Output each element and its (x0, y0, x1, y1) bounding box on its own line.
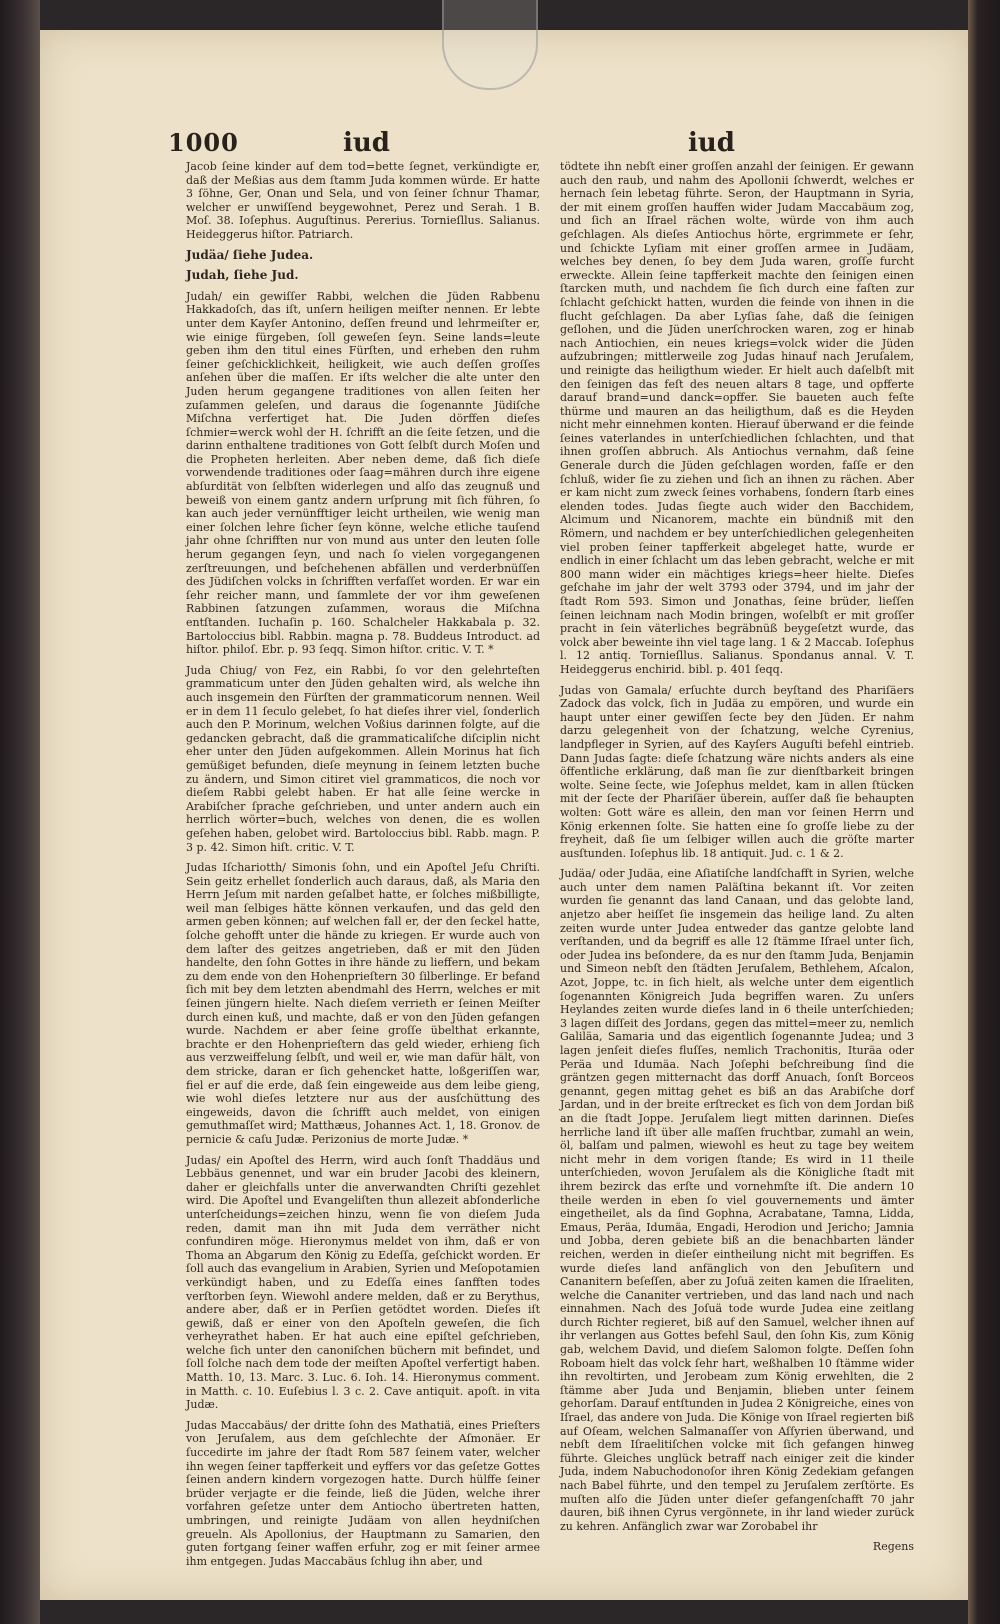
next-page-edge (968, 0, 1000, 1624)
book-spine (0, 0, 40, 1624)
entry-judas-ischarioth: Judas Iſchariotth/ Simonis ſohn, und ein Apoſtel Jeſu Chriſti. Sein geitz erhellet ſonderlich auch daraus, daß, als Maria den Herrn Jeſum mit narden geſalbet hatte, er ſolches mißbilligte, weil man ſelbiges hätte können verkaufen, und das geld den armen geben können; auf welchen fall er, der den ſeckel hatte, ſolche gehofft unter die hände zu kriegen. Er wurde auch von dem laſter des geitzes angetrieben, daß er mit den Jüden handelte, den ſohn Gottes in ihre hände zu lieffern, und bekam zu dem ende von den Hohenprieſtern 30 ſilberlinge. Er befand ſich mit bey dem letzten abendmahl des Herrn, welches er mit ſeinen jüngern hielte. Nach dieſem verrieth er ſeinen Meiſter durch einen kuß, und machte, daß er von den Jüden gefangen wurde. Nachdem er aber ſeine groſſe übelthat erkannte, brachte er den Hohenprieſtern das geld wieder, erhieng ſich aus verzweiffelung ſelbſt, und weil er, wie man dafür hält, von dem stricke, daran er ſich gehencket hatte, loßgeriſſen war, fiel er auf die erde, daß ſein eingeweide aus dem leibe gieng, wie wohl dieſes letztere nur aus der ausſchüttung des eingeweids, davon die ſchrifft auch meldet, von einigen gemuthmaſſet wird; Matthæus, Johannes Act. 1, 18. Gronov. de pernicie & caſu Judæ. Perizonius de morte Judæ. * (186, 861, 540, 1146)
page-header (168, 128, 904, 160)
page-clip (442, 0, 538, 90)
entry-judah-ref: Judah, ſiehe Jud. (186, 268, 299, 283)
entry-judah-rabbi: Judah/ ein gewiſſer Rabbi, welchen die Jüden Rabbenu Hakkadoſch, das iſt, unſern heiligen meiſter nennen. Er lebte unter dem Kayſer Antonino, deſſen freund und lehrmeiſter er, wie einige fürgeben, ſoll geweſen ſeyn. Seine lands=leute geben ihm den titul eines Fürſten, und erheben den ruhm ſeiner geſchicklichkeit, heiligkeit, wie auch deſſen groſſes anſehen über die maſſen. Er iſts welcher die alte unter den Juden herum gegangene traditiones von allen ſeiten her zuſammen geleſen, und daraus die ſogenannte Jüdiſche Miſchna verfertiget hat. Die Juden dörffen dieſes ſchmier=werck wohl der H. ſchrifft an die ſeite ſetzen, und die darinn enthaltene traditiones von Gott ſelbſt durch Moſen und die Propheten herleiten. Aber neben deme, daß ſich dieſe vorwendende traditiones oder ſaag=mähren durch ihre eigene abſurdität von ſelbſten widerlegen und alſo das zeugnuß und beweiß von einem gantz andern urſprung mit ſich führen, ſo kan auch jeder vernünfftiger leicht urtheilen, wie wenig man einer ſolchen lehre ſicher ſeyn könne, welche etliche tauſend jahr ohne ſchrifften nur von mund aus unter den leuten ſolle herum gegangen ſeyn, und nach ſo vielen vorgegangenen zerſtreuungen, und beſchehenen abfällen und verderbnüſſen des Jüdiſchen volcks in ſchrifften verfaſſet worden. Er war ein ſehr reicher mann, und ſammlete der vor ihm geweſenen Rabbinen ſatzungen zuſammen, woraus die Miſchna entſtanden. Iuchaſin p. 160. Schalcheler Hakkabala p. 32. Bartoloccius bibl. Rabbin. magna p. 78. Buddeus Introduct. ad hiſtor. philoſ. Ebr. p. 93 ſeqq. Simon hiſtor. critic. V. T. * (186, 289, 540, 657)
page-number: 1000 (168, 128, 239, 157)
entry-judas-apostle: Judas/ ein Apoſtel des Herrn, wird auch ſonſt Thaddäus und Lebbäus genennet, und war ein bruder Jacobi des kleinern, daher er gleichfalls unter die anverwandten Chriſti gezehlet wird. Die Apoſtel und Evangeliſten thun allezeit abſonderliche unterſcheidungs=zeichen hinzu, wenn ſie von dieſem Juda reden, damit man ihn mit Juda dem verräther nicht confundiren möge. Hieronymus meldet von ihm, daß er von Thoma an Abgarum den König zu Edeſſa, geſchickt worden. Er ſoll auch das evangelium in Arabien, Syrien und Meſopotamien verkündigt haben, und zu Edeſſa eines ſanfften todes verſtorben ſeyn. Wiewohl andere melden, daß er zu Berythus, andere aber, daß er in Perſien getödtet worden. Dieſes iſt gewiß, daß er einer von den Apoſteln geweſen, die ſich verheyrathet haben. Er hat auch eine epiſtel geſchrieben, welche ſich unter den canoniſchen büchern mit befindet, und ſoll ſolche nach dem tode der meiſten Apoſtel verfertigt haben. Matth. 10, 13. Marc. 3. Luc. 6. Ioh. 14. Hieronymus comment. in Matth. c. 10. Euſebius l. 3 c. 2. Cave antiquit. apoſt. in vita Judæ. (186, 1153, 540, 1412)
entry-judaea-land: Judäa/ oder Judäa, eine Aſiatiſche landſchafft in Syrien, welche auch unter dem namen Paläſtina bekannt iſt. Vor zeiten wurden ſie genannt das land Canaan, und das gelobte land, anjetzo aber heiſſet ſie insgemein das heilige land. Zu alten zeiten wurde unter Judea entweder das gantze gelobte land verſtanden, und da begriff es alle 12 ſtämme Iſrael unter ſich, oder Judea ins beſondere, da es nur den ſtamm Juda, Benjamin und Simeon nebſt den ſtädten Jeruſalem, Bethlehem, Aſcalon, Azot, Joppe, tc. in ſich hielt, als welche unter dem eigentlich ſogenannten Königreich Juda begriffen waren. Zu unſers Heylandes zeiten wurde dieſes land in 6 theile unterſchieden; 3 lagen diſſeit des Jordans, gegen das mittel=meer zu, nemlich Galiläa, Samaria und das eigentlich ſogenannte Judea; und 3 lagen jenſeit dieſes fluſſes, nemlich Trachonitis, Ituräa oder Peräa und Idumäa. Nach Joſephi beſchreibung ſind die gräntzen gegen mitternacht das dorff Anuach, ſonſt Borceos genannt, gegen mittag gehet es biß an das Arabiſche dorf Jardan, und in der breite erſtrecket es ſich von dem Jordan biß an die ſtadt Joppe. Jeruſalem liegt mitten darinnen. Dieſes herrliche land iſt über alle maſſen fruchtbar, zumahl an wein, öl, balſam und palmen, wiewohl es heut zu tage bey weitem nicht mehr in dem vorigen ſtande; Es wird in 11 theile unterſchieden, wovon Jeruſalem als die Königliche ſtadt mit ihrem bezirck das erſte und vornehmſte iſt. Die andern 10 theile werden in eben ſo viel gouvernements und ämter eingetheilet, als da ſind Gophna, Acrabatane, Tamna, Lidda, Emaus, Peräa, Idumäa, Engadi, Herodion und Jericho; Jamnia und Jobba, deren gebiete biß an die benachbarten länder reichen, werden in dieſer eintheilung nicht mit begriffen. Es wurde dieſes land anfänglich von den Jebuſitern und Cananitern beſeſſen, aber zu Joſuä zeiten kamen die Iſraeliten, welche die Cananiter vertrieben, und das land nach und nach einnahmen. Nach des Joſuä tode wurde Judea eine zeitlang durch Richter regieret, biß auf den Samuel, welcher ihnen auf ihr verlangen aus Gottes befehl Saul, den ſohn Kis, zum König gab, welchem David, und dieſem Salomon folgte. Deſſen ſohn Roboam hielt das volck ſehr hart, weßhalben 10 ſtämme wider ihn revoltirten, und Jerobeam zum König erwehlten, die 2 ſtämme aber Juda und Benjamin, blieben unter ſeinem gehorſam. Darauf entſtunden in Judea 2 Königreiche, eines von Iſrael, das andere von Juda. Die Könige von Iſrael regierten biß auf Oſeam, welchen Salmanaſſer von Aſſyrien überwand, und nebſt dem Iſraelitiſchen volcke mit ſich gefangen hinweg führte. Gleiches unglück betraff nach einiger zeit die kinder Juda, indem Nabuchodonoſor ihren König Zedekiam gefangen nach Babel führte, und den tempel zu Jeruſalem zerſtörte. Es muſten alſo die Jüden unter dieſer gefangenſchafft 70 jahr dauren, biß ihnen Cyrus vergönnete, in ihr land wieder zurück zu kehren. Anfänglich zwar war Zorobabel ihr (560, 867, 914, 1533)
entry-judaea-ref: Judäa/ ſiehe Judea. (186, 247, 314, 262)
entry-judas-maccabaeus-continued: tödtete ihn nebſt einer groſſen anzahl der ſeinigen. Er gewann auch den raub, und nahm des Apollonii ſchwerdt, welches er hernach ſein lebetag führte. Seron, der Hauptmann in Syria, der mit einem groſſen hauffen wider Judam Maccabäum zog, und ſich an Iſrael rächen wolte, würde von ihm auch geſchlagen. Als dieſes Antiochus hörte, ergrimmete er ſehr, und ſchickte Lyſiam mit einer groſſen armee in Judäam, welches bey denen, ſo bey dem Juda waren, groſſe furcht erweckte. Allein ſeine tapfferkeit machte den ſeinigen einen ſtarcken muth, und nachdem ſie ſich durch eine faſten zur ſchlacht geſchickt hatten, wurden die feinde von ihnen in die flucht geſchlagen. Da aber Lyſias ſahe, daß die ſeinigen geſlohen, und die Jüden unerſchrocken waren, zog er hinab nach Antiochien, ein neues kriegs=volck wider die Jüden aufzubringen; mittlerweile zog Judas hinauf nach Jeruſalem, und reinigte das heiligthum wieder. Er hielt auch daſelbſt mit den ſeinigen das feſt des neuen altars 8 tage, und opfferte darauf brand=und danck=opffer. Sie baueten auch feſte thürme und mauren an das heiligthum, daß es die Heyden nicht mehr einnehmen konten. Hierauf überwand er die feinde ſeines vaterlandes in unterſchiedlichen ſchlachten, und that ihnen groſſen abbruch. Als Antiochus vernahm, daß ſeine Generale durch die Jüden geſchlagen worden, faſſe er den ſchluß, wider ſie zu ziehen und ſich an ihnen zu rächen. Aber er kam nicht zum zweck ſeines vorhabens, ſondern ſtarb eines elenden todes. Judas ſiegte auch wider den Bacchidem, Alcimum und Nicanorem, machte ein bündniß mit den Römern, und nachdem er bey unterſchiedlichen gelegenheiten viel proben ſeiner tapfferkeit abgeleget hatte, wurde er endlich in einer ſchlacht um das leben gebracht, welche er mit 800 mann wider ein mächtiges kriegs=heer hielte. Dieſes geſchahe im jahr der welt 3793 oder 3794, und im jahr der ſtadt Rom 593. Simon und Jonathas, ſeine brüder, lieſſen ſeinen leichnam nach Modin bringen, woſelbſt er mit groſſer pracht in ſein väterliches begräbnüß beygeſetzt wurde, das volck aber beweinte ihn viel tage lang. 1 & 2 Maccab. Ioſephus l. 12 antiq. Tornieſllus. Salianus. Spondanus annal. V. T. Heideggerus enchirid. bibl. p. 401 ſeqq. (560, 160, 914, 676)
entry-judas-maccabaeus: Judas Maccabäus/ der dritte ſohn des Mathatiä, eines Prieſters von Jeruſalem, aus dem geſchlechte der Aſmonäer. Er ſuccedirte im jahre der ſtadt Rom 587 ſeinem vater, welcher ihn wegen ſeiner tapfferkeit und eyffers vor das geſetze Gottes ſeinen andern kindern vorgezogen hatte. Durch hülffe ſeiner brüder verjagte er die feinde, ließ die Jüden, welche ihrer vorfahren geſetze unter dem Antiocho übertreten hatten, umbringen, und reinigte Judäam von allen heydniſchen greueln. Als Apollonius, der Hauptmann zu Samarien, den guten fortgang ſeiner waffen erfuhr, zog er mit ſeiner armee ihm entgegen. Judas Maccabäus ſchlug ihn aber, und (186, 1418, 540, 1568)
right-column (560, 160, 914, 1554)
entry-judas-gamala: Judas von Gamala/ erſuchte durch beyſtand des Phariſäers Zadock das volck, ſich in Judäa zu empören, und wurde ein haupt unter einer gewiſſen ſecte bey den Jüden. Er nahm darzu gelegenheit von der ſchatzung, welche Cyrenius, landpfleger in Syrien, auf des Kayſers Auguſti befehl eintrieb. Dann Judas ſagte: dieſe ſchatzung wäre nichts anders als eine öffentliche erklärung, daß man ſie zur dienſtbarkeit bringen wolte. Seine ſecte, wie Joſephus meldet, kam in allen ſtücken mit der ſecte der Phariſäer überein, auſſer daß ſie behaupten wolten: Gott wäre es allein, den man vor ſeinen Herrn und König erkennen ſolte. Sie hatten eine ſo groſſe liebe zu der freyheit, daß ſie um ſelbiger willen auch die gröſte marter ausſtunden. Ioſephus lib. 18 antiquit. Jud. c. 1 & 2. (560, 683, 914, 860)
entry-jacob-continued: Jacob ſeine kinder auf dem tod=bette ſegnet, verkündigte er, daß der Meßias aus dem ſtamm Juda kommen würde. Er hatte 3 ſöhne, Ger, Onan und Sela, und von ſeiner ſchnur Thamar, welcher er unwiſſend beygewohnet, Perez und Serah. 1 B. Moſ. 38. Ioſephus. Auguſtinus. Pererius. Tornieſllus. Salianus. Heideggerus hiſtor. Patriarch. (186, 160, 540, 241)
left-column (186, 160, 540, 1568)
running-head-right: iud (688, 128, 735, 158)
running-head-left: iud (343, 128, 390, 158)
entry-juda-chiug: Juda Chiug/ von Fez, ein Rabbi, ſo vor den gelehrteſten grammaticum unter den Jüden gehalten wird, als welche ihn auch insgemein den Fürſten der grammaticorum nennen. Weil er in dem 11 ſeculo gelebet, ſo hat dieſes ihrer viel, ſonderlich auch den P. Morinum, welchen Voßius darinnen folgte, auf die gedancken gebracht, daß die grammaticaliſche diſciplin nicht eher unter den Jüden aufgekommen. Allein Morinus hat ſich gemüßiget befunden, dieſe meynung in ſeinem letzten buche zu ändern, und Simon citiret viel grammaticos, die noch vor dieſem Rabbi gelebt haben. Er hat alle ſeine wercke in Arabiſcher ſprache geſchrieben, und unter andern auch ein herrlich wörter=buch, welches von denen, die es wollen geſehen haben, gelobet wird. Bartoloccius bibl. Rabb. magn. P. 3 p. 42. Simon hiſt. critic. V. T. (186, 663, 540, 854)
catchword: Regens (872, 1540, 914, 1554)
